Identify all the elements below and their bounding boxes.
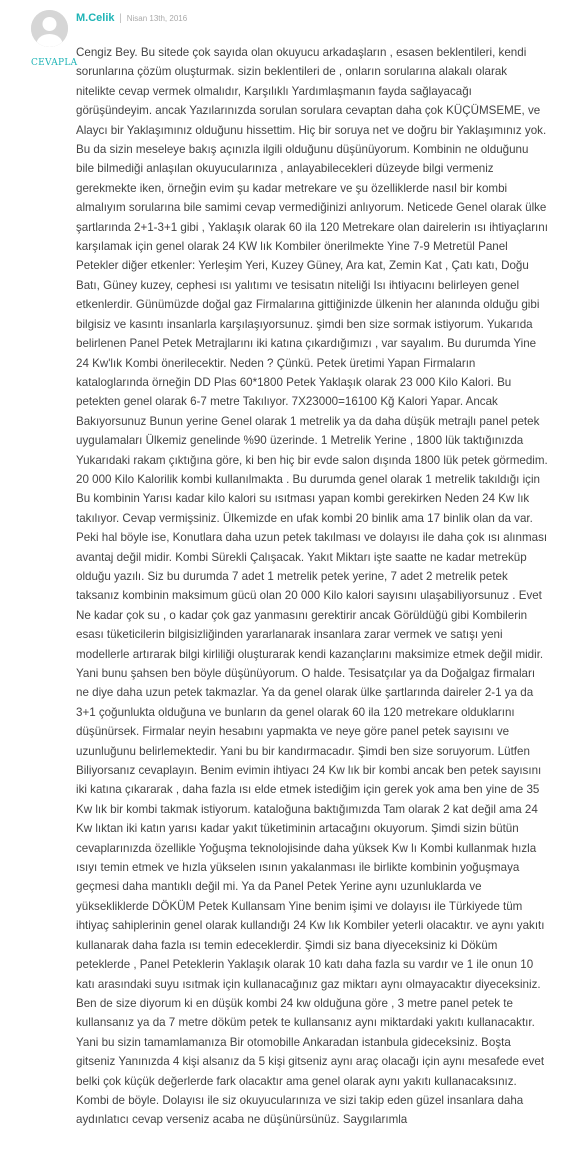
comment-meta [76,12,187,24]
default-user-avatar-icon [31,10,68,47]
comment-author-link[interactable]: M.Celik [76,12,115,24]
user-avatar-icon [31,10,68,47]
meta-separator: | [119,13,122,24]
comment-date: Nisan 13th, 2016 [126,14,188,23]
comment-body: Cengiz Bey. Bu sitede çok sayıda olan okuyucu arkadaşların , esasen beklentileri, kendi sorunlarına çözüm oluşturmak. sizin beklentileri de , onların sorularına alakalı olarak nitelikte cevap vermek olmalıdır, Karşılıklı Yardımlaşmanın fayda sağlayacağı görüşündeyim. ancak Yazılarınızda sorulan sorulara cevaptan daha çok KÜÇÜMSEME, ve Alaycı bir Yaklaşımınız olduğunu hissettim. Hiç bir soruya net ve doğru bir Yaklaşımınız yok. Bu da sizin meseleye bakış açınızla ilgili olduğunu düşünüyorum. Kombinin ne olduğunu bile bilmediği anlaşılan okuyucularınıza , anlayabilecekleri düzeyde bilgi vermeniz gerekmekte iken, örneğin evim şu kadar metrekare ve şu özelliklerde nasıl bir kombi almalıyım sorularına bile samimi cevap vermediğinizi anlıyorum. Neticede Genel olarak ülke şartlarında 2+1-3+1 gibi , Yaklaşık olarak 60 ila 120 Metrekare olan dairelerin ısı ihtiyaçlarını karşılamak için genel olarak 24 KW lık Kombiler önerilmekte Yine 7-9 Metretül Panel Petekler diğer etkenler: Yerleşim Yeri, Kuzey Güney, Ara kat, Zemin Kat , Çatı katı, Doğu Batı, Güney kuzey, cephesi ısı yalıtımı ve tesisatın niteliği Isı ihtiyacını belirleyen genel etkenlerdir. Günümüzde doğal gaz Firmalarına gittiğinizde ülkenin her alanında olduğu gibi bilgisiz ve kasıntı insanlarla karşılaşıyorsunuz. şimdi ben size sormak istiyorum. Yukarıda belirlenen Panel Petek Metrajlarını iki katına çıkardığımızı , var sayalım. Bu durumda Yine 24 Kw'lık Kombi önerilecektir. Neden ? Çünkü. Petek üretimi Yapan Firmaların kataloglarında örneğin DD Plas 60*1800 Petek Yaklaşık olarak 23 000 Kilo Kalori. Bu petekten genel olarak 6-7 metre Takılıyor. 7X23000=16100 Kğ Kalori Yapar. Ancak Bakıyorsunuz Bunun yerine Genel olarak 1 metrelik ya da daha düşük metrajlı panel petek uygulamaları Ülkemiz genelinde %90 üzerinde. 1 Metrelik Yerine , 1800 lük taktığınızda Yukarıdaki rakam çıktığına göre, ki ben hiç bir evde salon dışında 1800 lük petek görmedim. 20 000 Kilo Kalorilik kombi kullanılmakta . Bu durumda genel olarak 1 metrelik takıldığı için Bu kombinin Yarısı kadar kilo kalori su ısıtması yapan kombi gerekirken Neden 24 Kw lık takılıyor. Cevap vermişsiniz. Ülkemizde en ufak kombi 20 binlik ama 17 binlik olan da var. Peki hal böyle ise, Konutlara daha uzun petek takılması ve dolayısı ile daha çok ısı alınması avantaj değil midir. Kombi Sürekli Çalışacak. Yakıt Miktarı işte saatte ne kadar metreküp olduğu yazılı. Siz bu durumda 7 adet 1 metrelik petek yerine, 7 adet 2 metrelik petek taksanız kombinin maksimum gücü olan 20 000 Kilo kalori sayısını ulaşabiliyorsunuz . Evet Ne kadar çok su , o kadar çok gaz yanmasını gerektirir ancak Görüldüğü gibi Kombilerin esası tüketicilerin bilgisizliğinden yararlanarak insanlara zarar vermek ve satışı yeni modellerle artırarak bilgi kirliliği oluşturarak kendi kazançlarını maksimize etmek değil midir. Yani bunu şahsen ben böyle düşünüyorum. O halde. Tesisatçılar ya da Doğalgaz firmaları ne diye daha uzun petek takmazlar. Ya da genel olarak ülke şartlarında daireler 2-1 ya da 3+1 çoğunlukta olduğuna ve bunların da genel olarak 60 ila 120 metrekare olduklarını düşünürsek. Firmalar neyin hesabını yapmakta ve neye göre panel petek sayısını ve uzunluğunu belirlemektedir. Yani bu bir kandırmacadır. Şimdi ben size soruyorum. Lütfen Biliyorsanız cevaplayın. Benim evimin ihtiyacı 24 Kw lık bir kombi ancak ben petek sayısını iki katına çıkararak , daha fazla ısı elde etmek istediğim için gerek yok ama ben yine de 35 Kw lık bir kombi takmak istiyorum. kataloğuna baktığımızda Tam olarak 2 kat değil ama 24 Kw lıktan iki katın yarısı kadar yakıt tüketiminin artacağını okuyorum. Şimdi sizin bütün cevaplarınızda özellikle Yoğuşma teknolojisinde daha yüksek Kw lı Kombi kullanmak hızla ısıyı temin etmek ve hızla yükselen ısının yakalanması ile birlikte kombinin yoğuşmaya geçmesi daha mantıklı değil mi. Ya da Panel Petek Yerine aynı uzunluklarda ve yüksekliklerde DÖKÜM Petek Kullansam Yine benim işimi ve dolayısı ile Türkiyede tüm ihtiyaç sahiplerinin genel olarak kullandığı 24 Kw lık Kombiler yeterli olacaktır. ve aynı yakıtı kullanarak daha fazla ısı temin edeceklerdir. Şimdi siz bana diyeceksiniz ki Döküm peteklerde , Panel Peteklerin Yaklaşık olarak 10 katı daha fazla su vardır ve 1 ile onun 10 katı arasındaki suyu ısıtmak için kullanacağınız gaz miktarı aynı olmayacaktır diyeceksiniz. Ben de size diyorum ki en düşük kombi 24 kw olduğuna göre , 3 metre panel petek te kullansanız ya da 7 metre döküm petek te kullansanız aynı miktardaki yakıtı kullanacaktır. Yani bu sizin tamamlamanıza Bir otomobille Ankaradan istanbula gideceksiniz. Boşta gitseniz Yanınızda 4 kişi alsanız da 5 kişi gitseniz aynı araç olacağı için aynı mesafede evet belki çok küçük değerlerde fark olacaktır ama genel olarak aynı yakıtı kullanacaksınız. Kombi de böyle. Dolayısı ile siz okuyucularınıza ve sizi takip eden güzel insanlara daha aydınlatıcı cevap verseniz acaba ne düşünürsünüz. Saygılarımla [76,46,548,1127]
reply-button[interactable]: CEVAPLA [31,58,78,68]
